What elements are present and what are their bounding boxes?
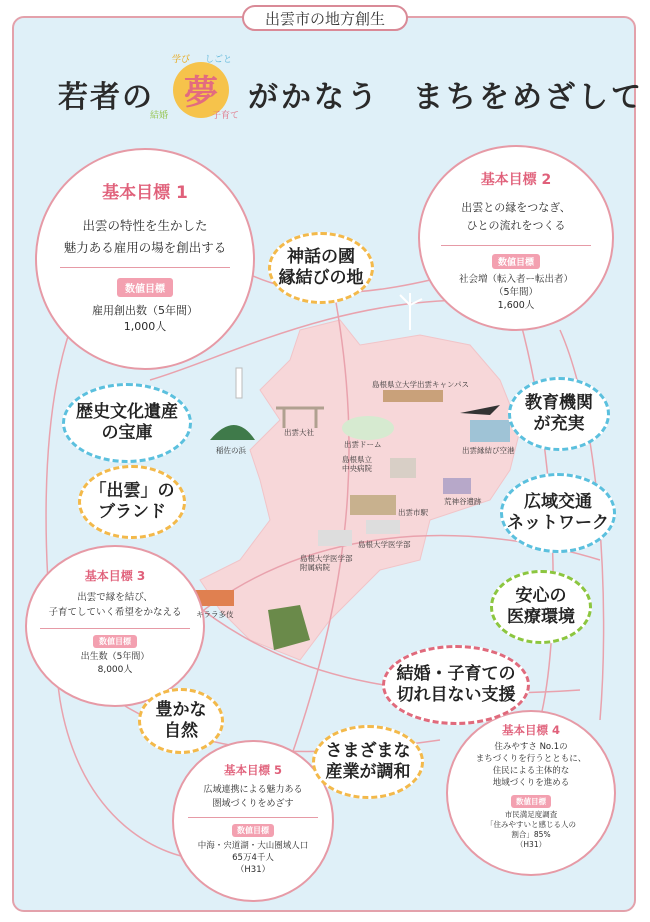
- goal-5-circle: [172, 740, 334, 902]
- goal-title: 基本目標 3: [84, 569, 146, 583]
- goal-description: 住みやすさ No.1の まちづくりを行うとともに、 住民による主体的な 地域づくりを進める: [475, 742, 587, 788]
- title-prefix: 若者の: [58, 80, 154, 115]
- orbit-word: 結婚: [150, 111, 169, 121]
- feature-bubble: 「出雲」の ブランド: [78, 465, 186, 539]
- orbit-word: 学び: [172, 55, 191, 65]
- izumo-map: [200, 320, 520, 660]
- divider: [441, 245, 591, 246]
- map-label: 出雲市駅: [398, 508, 428, 517]
- feature-bubble: 歴史文化遺産 の宝庫: [62, 383, 192, 463]
- feature-bubble: 安心の 医療環境: [490, 570, 592, 644]
- map-label: 出雲縁結び空港: [462, 446, 515, 455]
- feature-bubble: 教育機関 が充実: [508, 377, 610, 451]
- divider: [60, 267, 230, 268]
- feature-bubble: 神話の國 縁結びの地: [268, 232, 374, 304]
- goal-value: 出生数（5年間） 8,000人: [80, 652, 150, 675]
- goal-description: 出雲で縁を結び、 子育てしていく希望をかなえる: [48, 592, 182, 618]
- orbit-word: しごと: [205, 55, 233, 65]
- goal-tag: 数値目標: [232, 824, 274, 837]
- divider: [188, 817, 318, 818]
- goal-tag: 数値目標: [117, 278, 173, 297]
- goal-title: 基本目標 1: [102, 183, 188, 203]
- map-label: キララ多伎: [196, 610, 234, 619]
- goal-value: 中海・宍道湖・大山圏域人口 65万4千人 （H31）: [197, 841, 309, 875]
- orbit-word: 子育て: [212, 111, 240, 121]
- map-label: 島根大学医学部 附属病院: [300, 554, 353, 572]
- goal-3-circle: [25, 545, 205, 707]
- goal-1-circle: [35, 148, 255, 370]
- map-label: 島根県立 中央病院: [342, 455, 372, 473]
- goal-title: 基本目標 5: [223, 763, 282, 777]
- goal-description: 広域連携による魅力ある 圏域づくりをめざす: [203, 785, 303, 809]
- goal-description: 出雲の特性を生かした 魅力ある雇用の場を創出する: [63, 218, 227, 255]
- goal-description: 出雲との縁をつなぎ、 ひとの流れをつくる: [461, 201, 571, 232]
- goal-value: 社会増（転入者ー転出者） （5年間） 1,600人: [458, 274, 573, 311]
- goal-4-circle: [446, 710, 616, 876]
- goal-2-circle: [418, 145, 614, 331]
- map-label: 出雲ドーム: [344, 440, 382, 449]
- map-label: 稲佐の浜: [216, 446, 246, 455]
- dome-icon: [342, 416, 394, 440]
- goal-tag: 数値目標: [93, 635, 137, 648]
- title-highlight: 夢: [184, 73, 218, 113]
- goal-title: 基本目標 2: [480, 172, 552, 188]
- header-badge: 出雲市の地方創生: [242, 5, 408, 31]
- goal-tag: 数値目標: [492, 254, 540, 269]
- goal-value: 市民満足度調査 「住みやすいと感じる人の 割合」85% （H31）: [486, 810, 576, 849]
- divider: [40, 628, 190, 629]
- map-label: 出雲大社: [284, 428, 314, 437]
- map-label: 島根大学医学部: [358, 540, 411, 549]
- rock-icon: [210, 425, 255, 440]
- feature-bubble: さまざまな 産業が調和: [312, 725, 424, 799]
- title-suffix: がかなう まちをめざして: [248, 80, 644, 115]
- feature-bubble: 広域交通 ネットワーク: [500, 473, 616, 553]
- goal-title: 基本目標 4: [501, 723, 560, 737]
- feature-bubble: 豊かな 自然: [138, 688, 224, 754]
- goal-tag: 数値目標: [511, 795, 551, 808]
- goal-value: 雇用創出数（5年間） 1,000人: [92, 304, 198, 333]
- feature-bubble: 結婚・子育ての 切れ目ない支援: [382, 645, 530, 725]
- map-label: 荒神谷遺跡: [444, 497, 482, 506]
- map-label: 島根県立大学出雲キャンパス: [372, 380, 469, 389]
